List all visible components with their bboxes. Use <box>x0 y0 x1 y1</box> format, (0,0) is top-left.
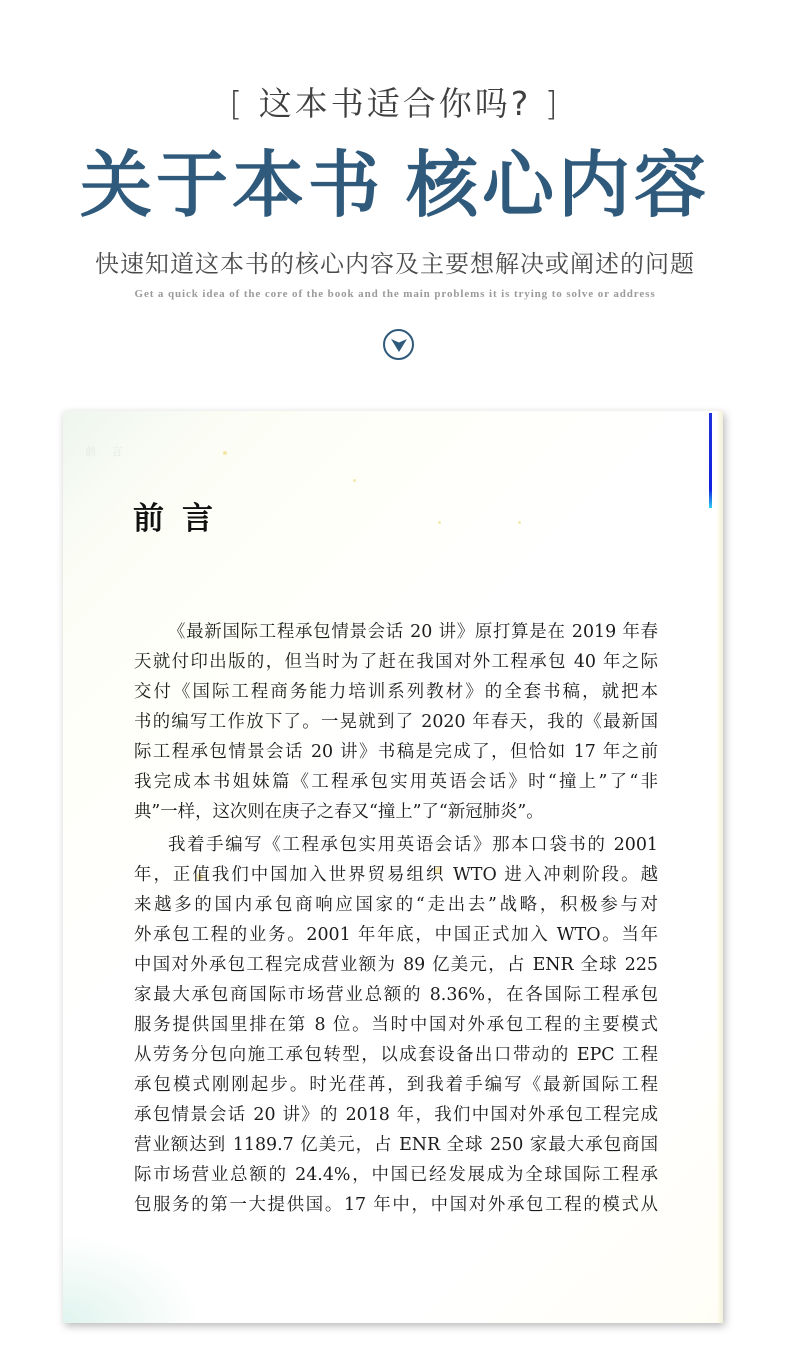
book-page-scan <box>63 411 723 1323</box>
text-line: 交付《国际工程商务能力培训系列教材》的全套书稿，就把本 <box>134 682 658 702</box>
bracket-close: ] <box>544 84 561 123</box>
text-line: 际工程承包情景会话 20 讲》书稿是完成了，但恰如 17 年之前 <box>134 742 658 762</box>
subtitle: 快速知道这本书的核心内容及主要想解决或阐述的问题 <box>95 250 695 278</box>
text-line: 家最大承包商国际市场营业总额的 8.36%，在各国际工程承包 <box>134 985 658 1005</box>
paragraph <box>134 617 658 827</box>
text-line: 《最新国际工程承包情景会话 20 讲》原打算是在 2019 年春 <box>168 622 658 642</box>
scroll-down-button[interactable] <box>383 329 414 360</box>
page-edge <box>717 411 723 1323</box>
page-title <box>0 140 790 230</box>
text-line: 书的编写工作放下了。一晃就到了 2020 年春天，我的《最新国 <box>134 712 658 732</box>
text-line: 我着手编写《工程承包实用英语会话》那本口袋书的 2001 <box>168 835 658 855</box>
text-line: 典”一样，这次则在庚子之春又“撞上”了“新冠肺炎”。 <box>134 802 544 822</box>
text-line: 服务提供国里排在第 8 位。当时中国对外承包工程的主要模式 <box>134 1015 658 1035</box>
paragraph <box>134 830 658 1220</box>
ink-mark <box>709 413 712 508</box>
text-line: 包服务的第一大提供国。17 年中，中国对外承包工程的模式从 <box>134 1195 658 1215</box>
running-header: 前 言 <box>85 445 129 458</box>
text-line: 际市场营业总额的 24.4%，中国已经发展成为全球国际工程承 <box>134 1165 658 1185</box>
text-line: 从劳务分包向施工承包转型，以成套设备出口带动的 EPC 工程 <box>134 1045 658 1065</box>
title-part-core-content: 核心内容 <box>406 142 711 227</box>
chapter-title: 前言 <box>133 501 231 537</box>
text-line: 我完成本书姐妹篇《工程承包实用英语会话》时“撞上”了“非 <box>134 772 658 792</box>
header-question <box>0 78 790 125</box>
text-line: 年，正值我们中国加入世界贸易组织 WTO 进入冲刺阶段。越 <box>134 865 658 885</box>
chevron-down-circle-icon <box>390 337 408 353</box>
text-line: 承包模式刚刚起步。时光荏苒，到我着手编写《最新国际工程 <box>134 1075 658 1095</box>
text-line: 中国对外承包工程完成营业额为 89 亿美元，占 ENR 全球 225 <box>134 955 658 975</box>
text-line: 天就付印出版的，但当时为了赶在我国对外工程承包 40 年之际 <box>134 652 658 672</box>
text-line: 外承包工程的业务。2001 年年底，中国正式加入 WTO。当年 <box>134 925 658 945</box>
subtitle-english: Get a quick idea of the core of the book and the main problems it is trying to solve or address <box>134 288 656 300</box>
bracket-open: [ <box>229 84 246 123</box>
text-line: 承包情景会话 20 讲》的 2018 年，我们中国对外承包工程完成 <box>134 1105 658 1125</box>
text-line: 来越多的国内承包商响应国家的“走出去”战略，积极参与对 <box>134 895 658 915</box>
text-line: 营业额达到 1189.7 亿美元，占 ENR 全球 250 家最大承包商国 <box>134 1135 658 1155</box>
preface-body <box>134 617 658 1220</box>
title-part-about-book: 关于本书 <box>79 142 384 227</box>
question-text: 这本书适合你吗? <box>258 84 532 123</box>
